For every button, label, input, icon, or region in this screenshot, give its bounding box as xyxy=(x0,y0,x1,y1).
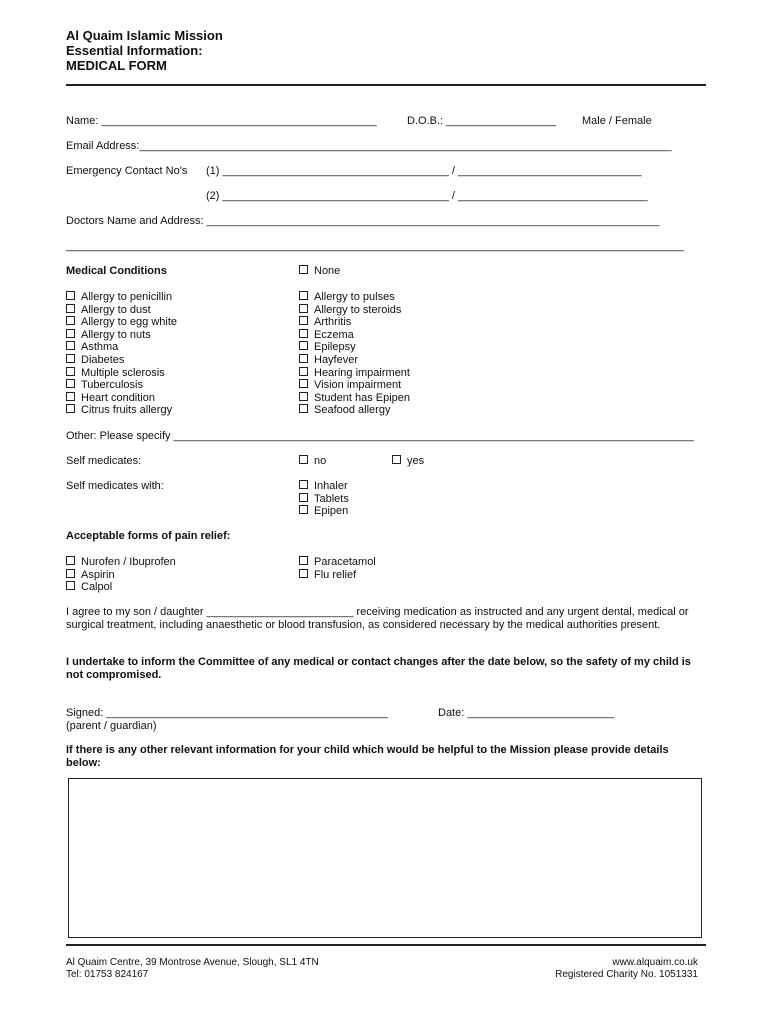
pain-relief-right-list xyxy=(299,556,376,581)
condition-item[interactable]: Citrus fruits allergy xyxy=(66,404,177,417)
dob-field[interactable]: D.O.B.: __________________ xyxy=(407,115,557,127)
checkbox-icon[interactable] xyxy=(66,329,75,338)
checkbox-icon[interactable] xyxy=(299,392,308,401)
checkbox-icon[interactable] xyxy=(299,480,308,489)
condition-item[interactable]: Asthma xyxy=(66,341,177,354)
footer-charity-number: Registered Charity No. 1051331 xyxy=(555,969,698,980)
pain-relief-option[interactable]: Flu relief xyxy=(299,569,376,582)
checkbox-icon[interactable] xyxy=(299,569,308,578)
emergency-contact-1-field[interactable]: (1) _____________________________________ / ______________________________ xyxy=(206,165,642,177)
checkbox-icon[interactable] xyxy=(66,569,75,578)
condition-item[interactable]: Allergy to steroids xyxy=(299,304,410,317)
other-info-prompt: If there is any other relevant information for your child which would be helpful to the Mission please provide details below: xyxy=(66,744,669,769)
none-checkbox-item[interactable] xyxy=(299,265,340,278)
condition-item[interactable]: Tuberculosis xyxy=(66,379,177,392)
condition-item[interactable]: Arthritis xyxy=(299,316,410,329)
consent-paragraph: I agree to my son / daughter ________________________ receiving medication as instructed and any urgent dental, medical or surgical treatment, including anaesthetic or blood transfusion, as considered necessary by the medical authorities present. xyxy=(66,606,689,631)
checkbox-icon[interactable] xyxy=(392,455,401,464)
footer-address: Al Quaim Centre, 39 Montrose Avenue, Slough, SL1 4TN xyxy=(66,957,319,968)
checkbox-icon[interactable] xyxy=(299,455,308,464)
condition-item[interactable]: Heart condition xyxy=(66,392,177,405)
condition-item[interactable]: Allergy to egg white xyxy=(66,316,177,329)
pain-relief-option[interactable]: Paracetamol xyxy=(299,556,376,569)
self-medicates-yes[interactable]: yes xyxy=(392,455,424,468)
condition-item[interactable]: Allergy to penicillin xyxy=(66,291,177,304)
footer-phone: Tel: 01753 824167 xyxy=(66,969,149,980)
self-medicates-label: Self medicates: xyxy=(66,455,142,467)
condition-item[interactable]: Epilepsy xyxy=(299,341,410,354)
conditions-right-list xyxy=(299,291,410,417)
checkbox-icon[interactable] xyxy=(299,367,308,376)
condition-item[interactable]: Seafood allergy xyxy=(299,404,410,417)
checkbox-icon[interactable] xyxy=(299,291,308,300)
checkbox-icon[interactable] xyxy=(66,556,75,565)
checkbox-icon[interactable] xyxy=(299,316,308,325)
form-subtitle: Essential Information: xyxy=(66,43,203,58)
medication-option[interactable]: Epipen xyxy=(299,505,349,518)
undertaking-paragraph: I undertake to inform the Committee of any medical or contact changes after the date below, so the safety of my child is not compromised. xyxy=(66,656,691,681)
emergency-contact-label: Emergency Contact No's xyxy=(66,165,188,177)
parent-guardian-label: (parent / guardian) xyxy=(66,720,157,732)
checkbox-icon[interactable] xyxy=(299,379,308,388)
medication-option[interactable]: Inhaler xyxy=(299,480,349,493)
condition-item[interactable]: Allergy to pulses xyxy=(299,291,410,304)
none-label: None xyxy=(314,265,341,277)
condition-item[interactable]: Student has Epipen xyxy=(299,392,410,405)
checkbox-icon[interactable] xyxy=(66,354,75,363)
condition-item[interactable]: Hearing impairment xyxy=(299,367,410,380)
pain-relief-option[interactable]: Nurofen / Ibuprofen xyxy=(66,556,176,569)
name-field[interactable]: Name: _____________________________________________ xyxy=(66,115,377,127)
form-title: MEDICAL FORM xyxy=(66,58,167,73)
checkbox-icon[interactable] xyxy=(299,304,308,313)
condition-item[interactable]: Diabetes xyxy=(66,354,177,367)
emergency-contact-2-field[interactable]: (2) _____________________________________ / _______________________________ xyxy=(206,190,648,202)
condition-item[interactable]: Allergy to nuts xyxy=(66,329,177,342)
other-condition-field[interactable]: Other: Please specify _____________________________________________________________________________________ xyxy=(66,430,694,442)
checkbox-icon[interactable] xyxy=(66,341,75,350)
checkbox-icon[interactable] xyxy=(66,367,75,376)
footer-website: www.alquaim.co.uk xyxy=(612,957,698,968)
header-divider xyxy=(66,84,706,86)
checkbox-icon[interactable] xyxy=(299,556,308,565)
other-info-textbox[interactable] xyxy=(68,778,702,938)
email-field[interactable]: Email Address:_______________________________________________________________________________________ xyxy=(66,140,672,152)
checkbox-icon[interactable] xyxy=(66,581,75,590)
pain-relief-left-list xyxy=(66,556,176,594)
doctor-address-line2[interactable]: _____________________________________________________________________________________________________ xyxy=(66,240,684,252)
medication-option[interactable]: Tablets xyxy=(299,493,349,506)
checkbox-icon[interactable] xyxy=(66,291,75,300)
checkbox-icon[interactable] xyxy=(66,316,75,325)
self-medicates-with-list xyxy=(299,480,349,518)
condition-item[interactable]: Allergy to dust xyxy=(66,304,177,317)
self-medicates-no[interactable]: no xyxy=(299,455,326,468)
checkbox-icon[interactable] xyxy=(299,493,308,502)
checkbox-icon[interactable] xyxy=(66,379,75,388)
pain-relief-option[interactable]: Aspirin xyxy=(66,569,176,582)
conditions-left-list xyxy=(66,291,177,417)
condition-item[interactable]: Eczema xyxy=(299,329,410,342)
condition-item[interactable]: Hayfever xyxy=(299,354,410,367)
self-medicates-with-label: Self medicates with: xyxy=(66,480,164,492)
checkbox-icon[interactable] xyxy=(66,392,75,401)
checkbox-icon[interactable] xyxy=(299,505,308,514)
condition-item[interactable]: Multiple sclerosis xyxy=(66,367,177,380)
checkbox-icon[interactable] xyxy=(299,265,308,274)
signature-field[interactable]: Signed: ______________________________________________ xyxy=(66,707,388,719)
gender-field[interactable]: Male / Female xyxy=(582,115,652,127)
pain-relief-heading: Acceptable forms of pain relief: xyxy=(66,530,231,542)
footer-divider xyxy=(66,944,706,946)
checkbox-icon[interactable] xyxy=(299,404,308,413)
condition-item[interactable]: Vision impairment xyxy=(299,379,410,392)
doctor-field[interactable]: Doctors Name and Address: __________________________________________________________________________ xyxy=(66,215,660,227)
org-name: Al Quaim Islamic Mission xyxy=(66,28,223,43)
checkbox-icon[interactable] xyxy=(299,354,308,363)
medical-conditions-heading: Medical Conditions xyxy=(66,265,167,277)
checkbox-icon[interactable] xyxy=(299,341,308,350)
date-field[interactable]: Date: ________________________ xyxy=(438,707,615,719)
checkbox-icon[interactable] xyxy=(299,329,308,338)
pain-relief-option[interactable]: Calpol xyxy=(66,581,176,594)
checkbox-icon[interactable] xyxy=(66,304,75,313)
checkbox-icon[interactable] xyxy=(66,404,75,413)
